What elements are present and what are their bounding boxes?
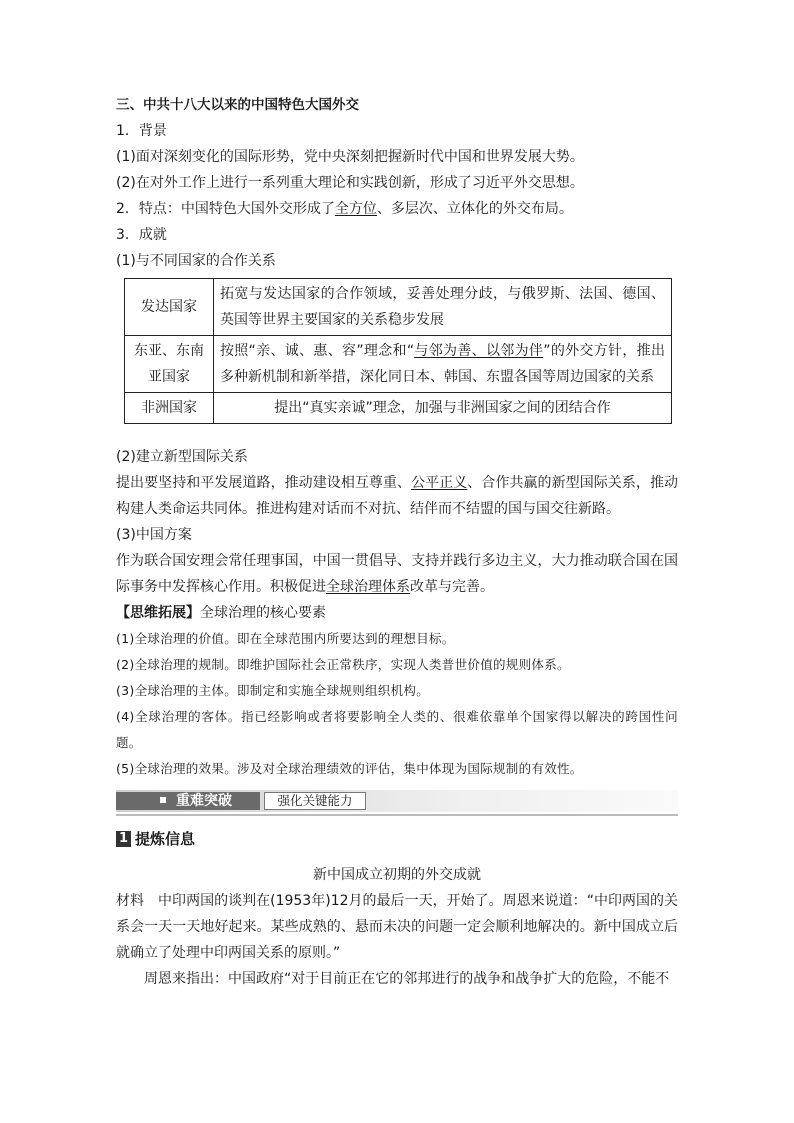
material-title: 新中国成立初期的外交成就 <box>313 867 481 883</box>
think-title: 全球治理的核心要素 <box>200 605 326 621</box>
plan-heading: (3)中国方案 <box>116 527 192 543</box>
think-tag: 【思维拓展】 <box>116 605 200 621</box>
plan-text <box>116 548 678 600</box>
relations-heading: (2)建立新型国际关系 <box>116 449 248 465</box>
think-item: (3)全球治理的主体。即制定和实施全球规则组织机构。 <box>116 683 430 698</box>
plan-text-underlined: 全球治理体系 <box>326 579 410 595</box>
banner-divider <box>116 814 678 816</box>
table-row-content-underlined: 与邻为善、以邻为伴 <box>414 343 544 359</box>
section-number-badge: 1 <box>116 831 131 847</box>
feature-prefix: 2．特点：中国特色大国外交形成了 <box>116 201 335 217</box>
table-row-content: 拓宽与发达国家的合作领域，妥善处理分歧，与俄罗斯、法国、德国、英国等世界主要国家的关系稳步发展 <box>214 279 672 336</box>
cooperation-table <box>124 278 672 424</box>
material-paragraph-1 <box>116 888 678 966</box>
extract-title: 提炼信息 <box>135 830 196 848</box>
plan-text-b: 改革与完善。 <box>410 579 494 595</box>
extract-heading <box>116 826 678 852</box>
material-label: 材料 <box>116 893 145 909</box>
feature-underlined: 全方位 <box>334 201 377 217</box>
achievement-heading: 3．成就 <box>116 227 167 243</box>
relations-text-a: 提出要坚持和平发展道路，推动建设相互尊重、 <box>116 475 412 491</box>
background-point-2: (2)在对外工作上进行一系列重大理论和实践创新，形成了习近平外交思想。 <box>116 175 584 191</box>
background-heading: 1．背景 <box>116 123 167 139</box>
background-point-1: (1)面对深刻变化的国际形势，党中央深刻把握新时代中国和世界发展大势。 <box>116 149 584 165</box>
table-row-header: 发达国家 <box>125 279 214 336</box>
think-item: (1)全球治理的价值。即在全球范围内所要达到的理想目标。 <box>116 631 455 646</box>
table-row-header: 非洲国家 <box>125 393 214 424</box>
think-item: (2)全球治理的规制。即维护国际社会正常秩序，实现人类普世价值的规则体系。 <box>116 657 570 672</box>
relations-text <box>116 470 678 522</box>
square-bullet-icon <box>160 797 166 803</box>
table-row <box>125 393 672 424</box>
relations-text-underlined: 公平正义 <box>411 475 468 491</box>
achievement-sub-1: (1)与不同国家的合作关系 <box>116 253 276 269</box>
section-title: 三、中共十八大以来的中国特色大国外交 <box>116 97 359 113</box>
banner-right: 强化关键能力 <box>264 792 366 810</box>
table-row-content-b: ”的外交方针，推出多种新机制和新举措，深化同日本、韩国、东盟各国等周边国家的关系 <box>220 343 665 385</box>
plan-text-a: 作为联合国安理会常任理事国，中国一贯倡导、支持并践行多边主义，大力推动联合国在国际事务中发挥核心作用。积极促进 <box>116 553 678 595</box>
banner-left-label: 重难突破 <box>176 793 232 809</box>
section-banner <box>116 790 678 812</box>
feature-suffix: 、多层次、立体化的外交布局。 <box>376 201 573 217</box>
relations-text-b: 、合作共赢的新型国际关系，推动构建人类命运共同体。推进构建对话而不对抗、结伴而不结盟的国与国交往新路。 <box>116 475 679 517</box>
table-row-content: 提出“真实亲诚”理念，加强与非洲国家之间的团结合作 <box>214 393 672 424</box>
material-paragraph-2: 周恩来指出：中国政府“对于目前正在它的邻邦进行的战争和战争扩大的危险，不能不 <box>144 971 670 987</box>
feature-line <box>116 196 678 222</box>
think-item: (5)全球治理的效果。涉及对全球治理绩效的评估，集中体现为国际规制的有效性。 <box>116 761 583 776</box>
think-heading <box>116 600 678 626</box>
think-item: (4)全球治理的客体。指已经影响或者将要影响全人类的、很难依靠单个国家得以解决的跨国性问题。 <box>116 709 678 750</box>
table-row-content <box>214 336 672 393</box>
table-row-content-a: 按照“亲、诚、惠、容”理念和“ <box>220 343 415 359</box>
document-page <box>116 92 678 992</box>
table-row <box>125 336 672 393</box>
banner-left <box>116 792 260 810</box>
table-row-header: 东亚、东南亚国家 <box>125 336 214 393</box>
table-row <box>125 279 672 336</box>
material-text-1: 中印两国的谈判在(1953年)12月的最后一天，开始了。周恩来说道：“中印两国的关系会一天一天地好起来。某些成熟的、悬而未决的问题一定会顺利地解决的。新中国成立后就确立了处理中印两国关系的原则。” <box>116 893 679 961</box>
